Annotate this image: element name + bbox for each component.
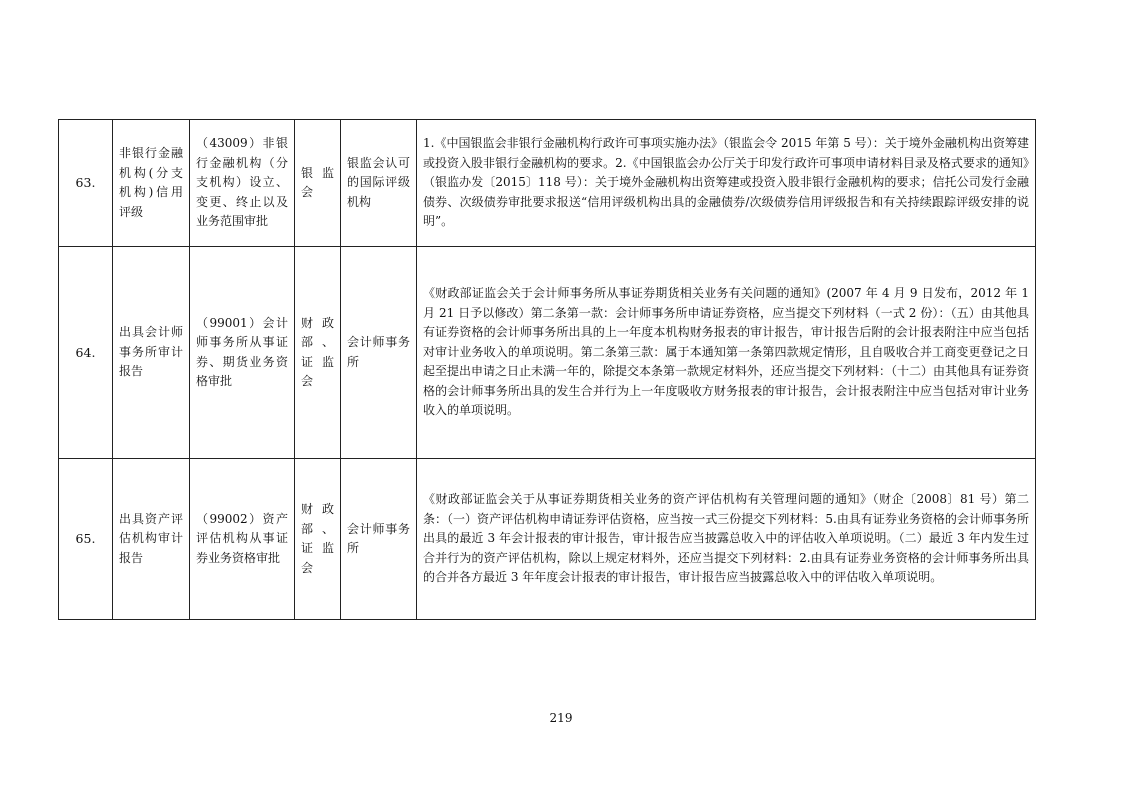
service-provider: 银监会认可的国际评级机构 <box>341 120 417 247</box>
table-row <box>59 459 1036 620</box>
service-provider: 会计师事务所 <box>341 459 417 620</box>
legal-basis: 《财政部证监会关于从事证券期货相关业务的资产评估机构有关管理问题的通知》（财企〔2008〕81 号）第二条：（一）资产评估机构申请证券评估资格，应当按一式三份提交下列材料：5.由具有证券业务资格的会计师事务所出具的最近 3 年会计报表的审计报告，审计报告应当披露总收入中的评估收入单项说明。（二）最近 3 年内发生过合并行为的资产评估机构，除以上规定材料外，还应当提交下列材料：2.由具有证券业务资格的会计师事务所出具的合并各方最近 3 年年度会计报表的审计报告，审计报告应当披露总收入中的评估收入单项说明。 <box>417 459 1036 620</box>
page-number: 219 <box>549 711 573 725</box>
legal-basis: 1.《中国银监会非银行金融机构行政许可事项实施办法》（银监会令 2015 年第 5 号）：关于境外金融机构出资筹建或投资入股非银行金融机构的要求。2.《中国银监会办公厅关于印发行政许可事项申请材料目录及格式要求的通知》（银监办发〔2015〕118 号）：关于境外金融机构出资筹建或投资入股非银行金融机构的要求；信托公司发行金融债券、次级债券审批要求报送“信用评级机构出具的金融债券/次级债券信用评级报告和有关持续跟踪评级安排的说明”。 <box>417 120 1036 247</box>
department: 财政部、证监会 <box>295 247 341 459</box>
row-number: 64. <box>59 247 113 459</box>
service-item: 出具资产评估机构审计报告 <box>113 459 190 620</box>
regulation-table <box>58 119 1036 620</box>
approval-item: （99001）会计师事务所从事证券、期货业务资格审批 <box>190 247 295 459</box>
approval-item: （43009）非银行金融机构（分支机构）设立、变更、终止以及业务范围审批 <box>190 120 295 247</box>
service-provider: 会计师事务所 <box>341 247 417 459</box>
service-item: 非银行金融机构(分支机构)信用评级 <box>113 120 190 247</box>
row-number: 63. <box>59 120 113 247</box>
legal-basis: 《财政部证监会关于会计师事务所从事证券期货相关业务有关问题的通知》(2007 年 4 月 9 日发布，2012 年 1 月 21 日予以修改）第二条第一款：会计师事务所申请证券资格，应当提交下列材料（一式 2 份）：（五）由其他具有证券资格的会计师事务所出具的上一年度本机构财务报表的审计报告，审计报告后附的会计报表附注中应当包括对审计业务收入的单项说明。第二条第三款：属于本通知第一条第四款规定情形，且自吸收合并工商变更登记之日起至提出申请之日止未满一年的，除提交本条第一款规定材料外，还应当提交下列材料：（十二）由其他具有证券资格的会计师事务所出具的发生合并行为上一年度吸收方财务报表的审计报告，会计报表附注中应当包括对审计业务收入的单项说明。 <box>417 247 1036 459</box>
table-row <box>59 247 1036 459</box>
department: 财政部、证监会 <box>295 459 341 620</box>
row-number: 65. <box>59 459 113 620</box>
approval-item: （99002）资产评估机构从事证券业务资格审批 <box>190 459 295 620</box>
table-row <box>59 120 1036 247</box>
service-item: 出具会计师事务所审计报告 <box>113 247 190 459</box>
department: 银监会 <box>295 120 341 247</box>
